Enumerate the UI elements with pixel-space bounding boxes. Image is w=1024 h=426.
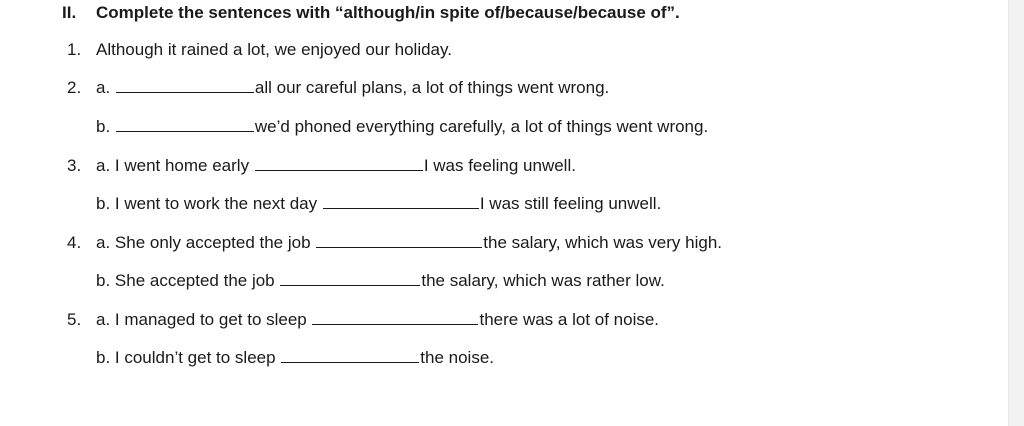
answer-blank-4a[interactable] xyxy=(316,232,482,248)
sentence-5b xyxy=(96,347,494,369)
sentence-end: all our careful plans, a lot of things went wrong. xyxy=(254,78,610,97)
answer-blank-4b[interactable] xyxy=(280,270,420,286)
example-sentence: Although it rained a lot, we enjoyed our holiday. xyxy=(96,40,452,59)
exercise-instructions: Complete the sentences with “although/in spite of/because/because of”. xyxy=(96,3,680,22)
sentence-end: there was a lot of noise. xyxy=(479,310,660,329)
sentence-2b xyxy=(96,116,708,138)
answer-blank-3a[interactable] xyxy=(255,155,423,171)
sentence-start: b. I couldn’t get to sleep xyxy=(96,348,281,367)
sentence-4b xyxy=(96,270,665,292)
sentence-end: I was still feeling unwell. xyxy=(479,194,662,213)
item-number: 4. xyxy=(67,233,82,252)
sentence-start: b. I went to work the next day xyxy=(96,194,322,213)
sentence-end: the noise. xyxy=(420,348,495,367)
sentence-start: a. xyxy=(96,78,115,97)
answer-blank-5a[interactable] xyxy=(312,309,478,325)
sentence-end: the salary, which was rather low. xyxy=(421,271,665,290)
sentence-start: b. She accepted the job xyxy=(96,271,280,290)
sentence-2a xyxy=(96,77,609,99)
sentence-start: a. I managed to get to sleep xyxy=(96,310,312,329)
sentence-end: I was feeling unwell. xyxy=(423,156,576,175)
sentence-start: a. She only accepted the job xyxy=(96,233,316,252)
sentence-start: b. xyxy=(96,117,115,136)
item-number: 1. xyxy=(67,40,82,59)
exercise-number: II. xyxy=(62,3,77,22)
item-number: 5. xyxy=(67,310,82,329)
sentence-4a xyxy=(96,232,722,254)
sentence-end: the salary, which was very high. xyxy=(483,233,722,252)
answer-blank-3b[interactable] xyxy=(323,193,479,209)
item-number: 3. xyxy=(67,156,82,175)
answer-blank-2b[interactable] xyxy=(116,116,254,132)
sentence-start: a. I went home early xyxy=(96,156,254,175)
sentence-5a xyxy=(96,309,659,331)
sentence-end: we’d phoned everything carefully, a lot of things went wrong. xyxy=(254,117,709,136)
sentence-3b xyxy=(96,193,661,215)
answer-blank-5b[interactable] xyxy=(281,347,419,363)
item-number: 2. xyxy=(67,78,82,97)
exercise-heading xyxy=(62,2,680,24)
sentence-3a xyxy=(96,155,576,177)
answer-blank-2a[interactable] xyxy=(116,77,254,93)
